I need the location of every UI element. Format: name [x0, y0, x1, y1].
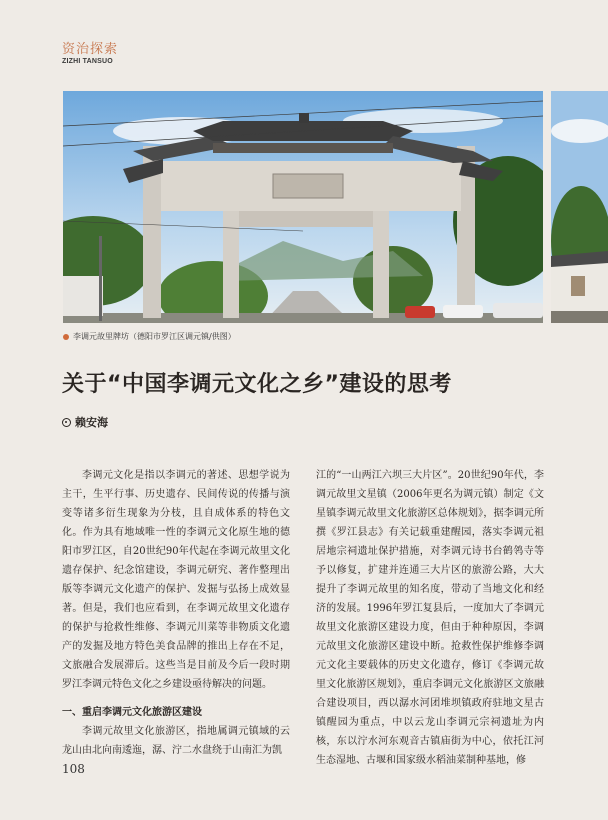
- body-paragraph: 李调元故里文化旅游区，指地属调元镇域的云龙山由北向南逶迤，潺、泞二水盘绕于山南汇为凯: [62, 726, 290, 756]
- author-bullet-icon: [62, 418, 71, 427]
- article-column-left: [62, 466, 290, 760]
- article-column-right: [316, 466, 544, 770]
- body-paragraph: 江的“一山两江六坝三大片区”。20世纪90年代，李调元故里文星镇（2006年更名为调元镇）制定《文星镇李调元故里文化旅游区总体规划》，据李调元所撰《罗江县志》有关记载重建醒园，落实李调元祖居地宗祠遗址保护措施，对李调元诗书台鹤鸰寺等予以修复，扩建并连通三大片区的旅游公路，大大提升了李调元故里的知名度，带动了当地文化和经济的发展。1996年罗江复县后，一度加大了李调元故里文化旅游区建设力度，但由于种种原因，李调元故里文化旅游区建设中断。抢救性保护维修李调元文化主要载体的历史文化遗存，修订《李调元故里文化旅游区规划》，重启李调元文化旅游区文旅融合建设项目，西以潺水河团堆坝镇政府驻地文星古镇醒园为重点，中以云龙山李调元宗祠遗址为内核，东以泞水河东观音古镇庙街为中心，依托江河生态湿地、古堰和国家级水稻油菜制种基地，修: [316, 470, 544, 766]
- section-name: 资治探索: [62, 42, 119, 57]
- caption-dot-icon: [63, 334, 69, 340]
- body-paragraph: 李调元文化是指以李调元的著述、思想学说为主干，生平行事、历史遗存、民间传说的传播与演变等诸多衍生现象为分枝，且自成体系的特色文化。作为具有地域唯一性的李调元文化原生地的德阳市罗江区，自20世纪90年代起在李调元故里文化遗存保护、纪念馆建设，李调元研究、著作整理出版等李调元文化遗产的保护、发掘与弘扬上成效显著。但是，我们也应看到，在李调元故里文化遗存的保护与抢救性维修、李调元川菜等非物质文化遗产的发掘及地方特色美食品牌的推出上存在不足，文旅融合发展滞后。这些当是目前及今后一段时期罗江李调元特色文化之乡建设亟待解决的问题。: [62, 470, 290, 690]
- section-header: [62, 38, 118, 65]
- section-name-pinyin: ZIZHI TANSUO: [62, 58, 113, 65]
- article-title: 关于“中国李调元文化之乡”建设的思考: [62, 372, 452, 397]
- author-name: 赖安海: [75, 416, 108, 429]
- village-house-photo: [551, 91, 608, 323]
- section-heading: 一、重启李调元文化旅游区建设: [62, 707, 202, 718]
- page-number: 108: [62, 762, 85, 776]
- memorial-archway-photo: [63, 91, 543, 323]
- photo-caption: [63, 331, 236, 342]
- caption-text: 李调元故里牌坊（德阳市罗江区调元镇/供图）: [73, 332, 236, 341]
- article-author: [62, 414, 108, 430]
